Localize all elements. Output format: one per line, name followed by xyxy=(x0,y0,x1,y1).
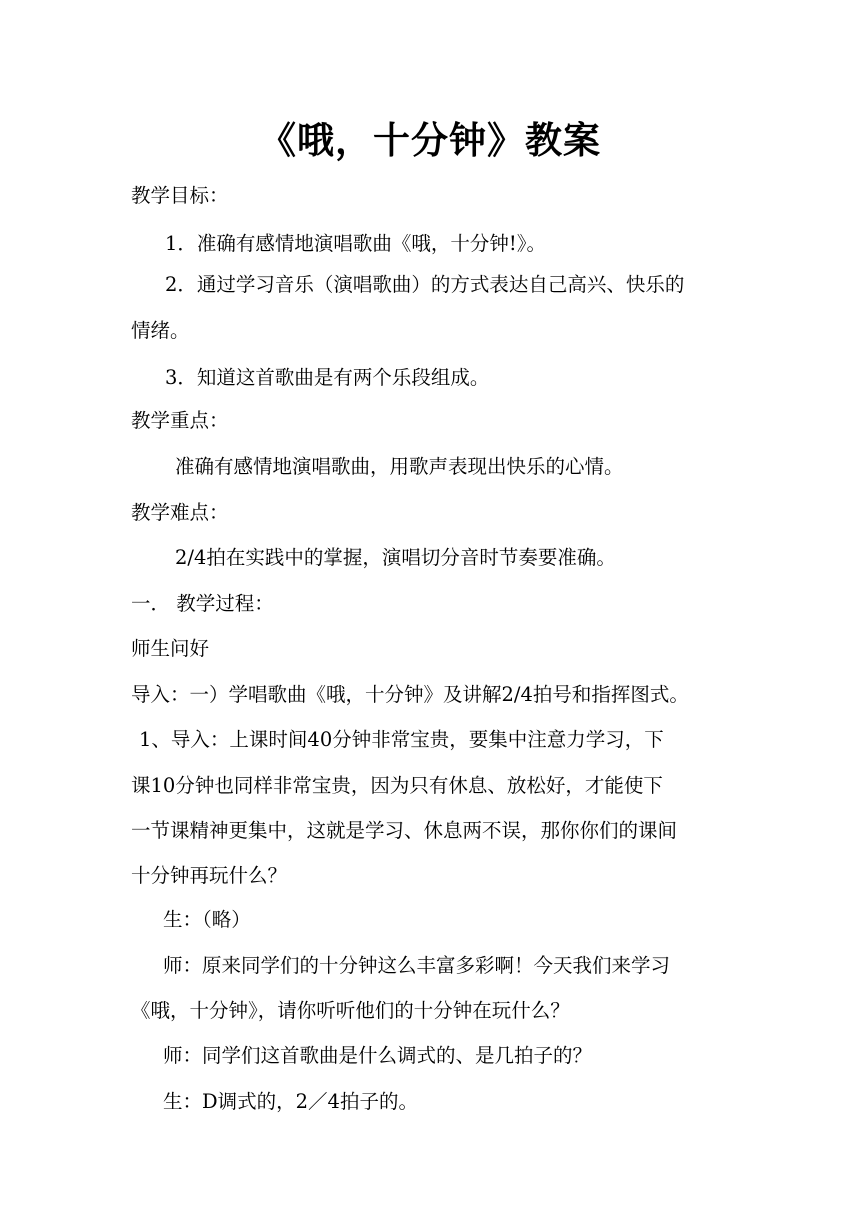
objective-1: 1．准确有感情地演唱歌曲《哦，十分钟!》。 xyxy=(165,232,546,255)
paragraph-1-line-4: 十分钟再玩什么？ xyxy=(131,864,288,887)
teacher-line-1: 师：原来同学们的十分钟这么丰富多彩啊！今天我们来学习 xyxy=(163,954,671,977)
intro-line: 导入：一）学唱歌曲《哦，十分钟》及讲解2/4拍号和指挥图式。 xyxy=(131,683,689,706)
student-reply-1: 生：（略） xyxy=(163,908,251,931)
paragraph-1-line-1: 1、导入：上课时间40分钟非常宝贵，要集中注意力学习，下 xyxy=(139,728,664,751)
objective-2: 2．通过学习音乐（演唱歌曲）的方式表达自己高兴、快乐的 xyxy=(165,273,685,296)
heading-teaching-objectives: 教学目标： xyxy=(131,184,229,207)
paragraph-1-line-3: 一节课精神更集中，这就是学习、休息两不误，那你你们的课间 xyxy=(131,819,678,842)
greeting-line: 师生问好 xyxy=(131,637,210,660)
heading-teaching-difficulty: 教学难点： xyxy=(131,501,229,524)
objective-3: 3．知道这首歌曲是有两个乐段组成。 xyxy=(165,366,490,389)
paragraph-1-line-2: 课10分钟也同样非常宝贵，因为只有休息、放松好，才能使下 xyxy=(131,774,663,797)
student-reply-2: 生：D调式的，2／4拍子的。 xyxy=(163,1090,418,1113)
objective-2-continued: 情绪。 xyxy=(131,319,190,342)
document-title: 《哦，十分钟》教案 xyxy=(259,118,601,162)
teacher-line-1-continued: 《哦，十分钟》，请你听听他们的十分钟在玩什么？ xyxy=(131,999,570,1022)
teaching-difficulty-text: 2/4拍在实践中的掌握，演唱切分音时节奏要准确。 xyxy=(175,546,616,569)
heading-teaching-process: 一． 教学过程： xyxy=(131,592,274,615)
heading-teaching-focus: 教学重点： xyxy=(131,409,229,432)
teaching-focus-text: 准确有感情地演唱歌曲，用歌声表现出快乐的心情。 xyxy=(175,455,624,478)
teacher-line-2: 师：同学们这首歌曲是什么调式的、是几拍子的？ xyxy=(163,1044,593,1067)
